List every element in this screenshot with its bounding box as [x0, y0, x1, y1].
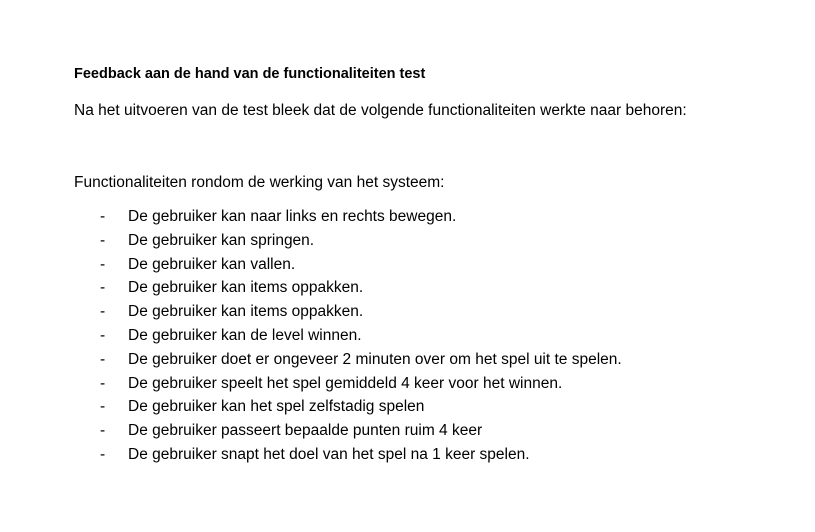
list-item-text: De gebruiker kan springen.	[128, 231, 315, 249]
list-item-text: De gebruiker kan naar links en rechts bewegen.	[128, 208, 457, 225]
list-item-text: De gebruiker kan de level winnen.	[128, 326, 362, 344]
list-bullet: -	[100, 326, 106, 344]
list-bullet: -	[100, 350, 106, 368]
document-heading: Feedback aan de hand van de functionaliteiten test	[74, 66, 426, 82]
list-bullet: -	[100, 374, 106, 392]
list-item-text: De gebruiker speelt het spel gemiddeld 4 keer voor het winnen.	[128, 374, 563, 392]
section-subheading: Functionaliteiten rondom de werking van het systeem:	[74, 174, 445, 191]
list-bullet: -	[100, 445, 106, 463]
list-item-text: De gebruiker doet er ongeveer 2 minuten over om het spel uit te spelen.	[128, 350, 622, 368]
list-bullet: -	[100, 398, 106, 416]
list-item-text: De gebruiker kan items oppakken.	[128, 303, 364, 321]
list-item-text: De gebruiker kan items oppakken.	[128, 279, 364, 297]
list-bullet: -	[100, 279, 106, 297]
list-item-text: De gebruiker passeert bepaalde punten ruim 4 keer	[128, 422, 483, 440]
list-item-text: De gebruiker kan vallen.	[128, 255, 296, 273]
list-item-text: De gebruiker kan het spel zelfstadig spelen	[128, 398, 425, 416]
list-bullet: -	[100, 422, 106, 440]
list-bullet: -	[100, 255, 106, 273]
intro-paragraph: Na het uitvoeren van de test bleek dat de volgende functionaliteiten werkte naar behoren:	[74, 102, 687, 119]
list-bullet: -	[100, 231, 106, 249]
list-bullet: -	[100, 303, 106, 321]
list-item-text: De gebruiker snapt het doel van het spel na 1 keer spelen.	[128, 445, 530, 463]
list-bullet: -	[100, 208, 106, 225]
